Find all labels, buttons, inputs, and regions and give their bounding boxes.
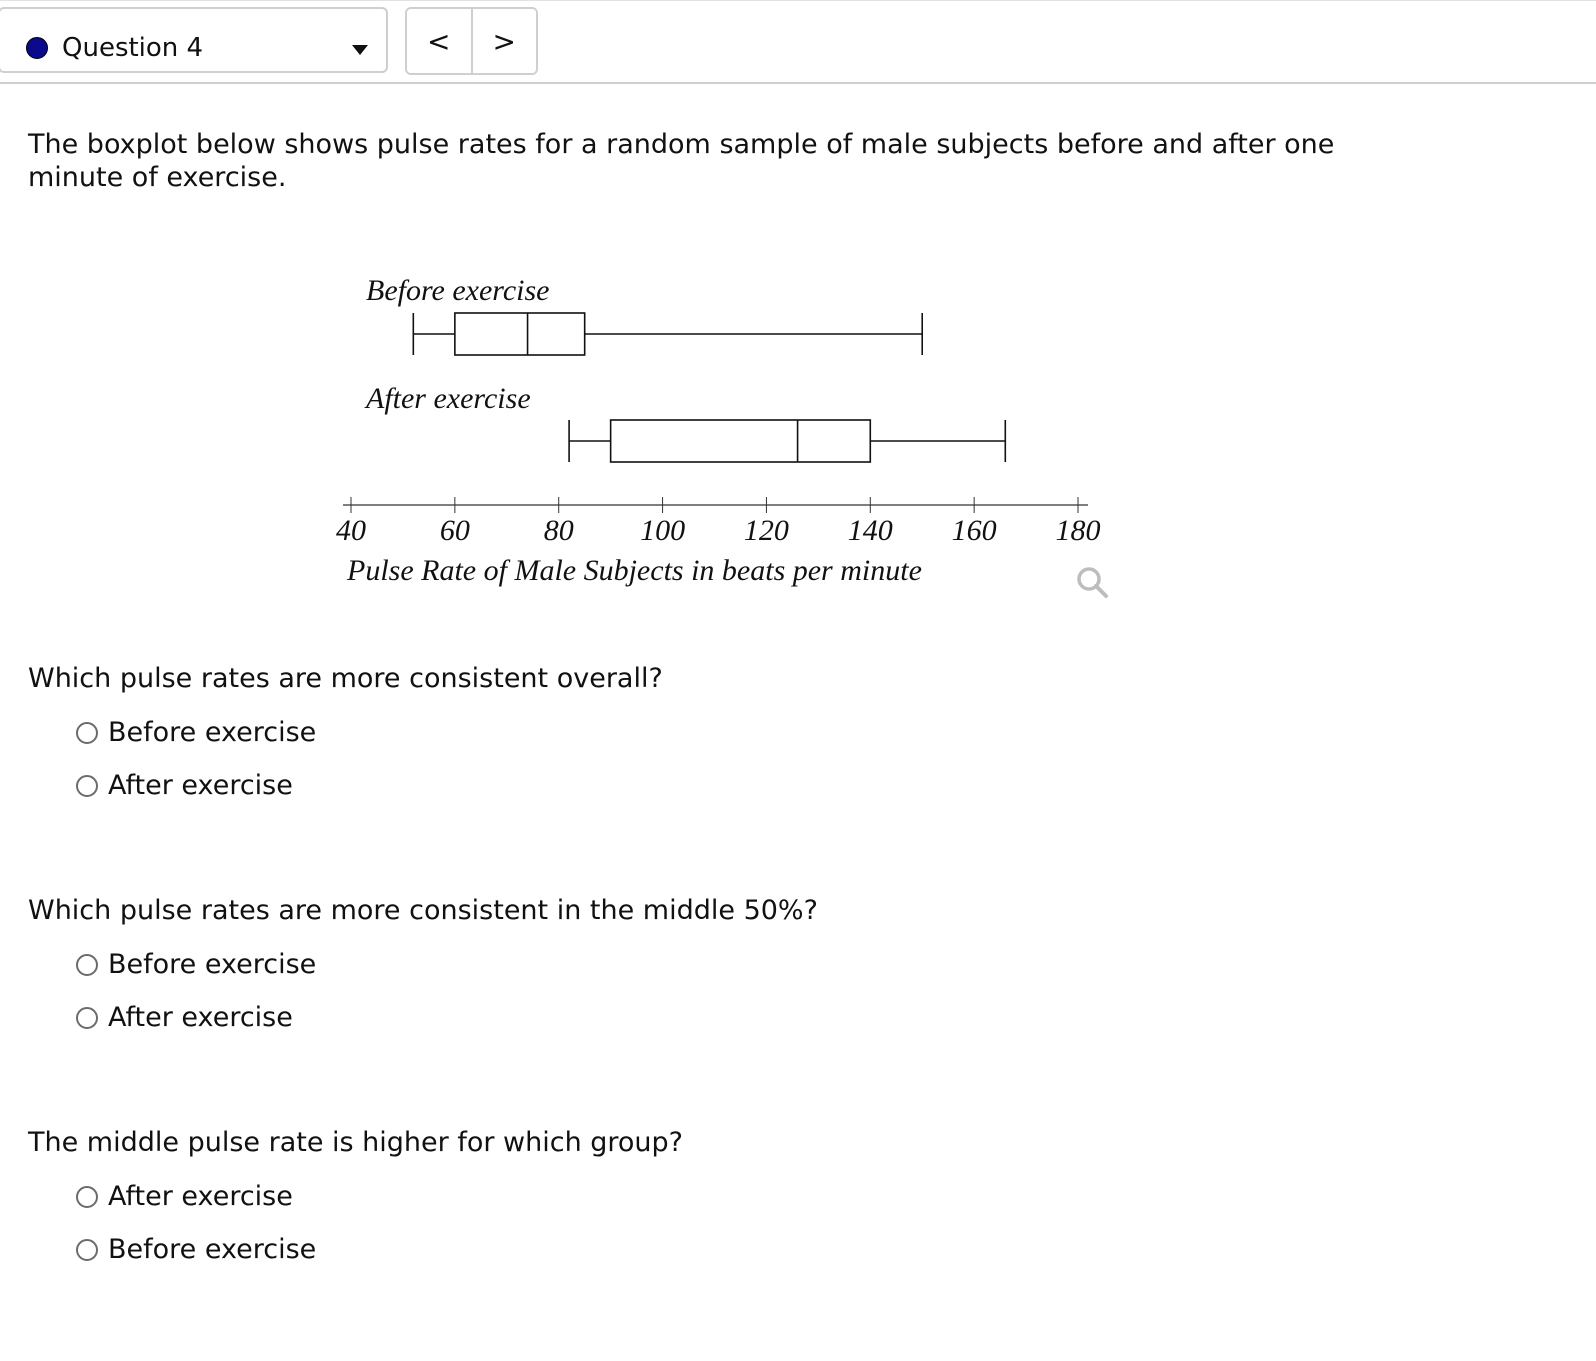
previous-question-button[interactable]: < xyxy=(407,9,471,73)
next-question-button[interactable]: > xyxy=(471,9,537,73)
x-tick-label: 60 xyxy=(439,514,470,547)
x-tick-label: 120 xyxy=(743,514,789,547)
radio-button[interactable] xyxy=(76,1007,98,1029)
series-label: Before exercise xyxy=(366,274,550,307)
series-label: After exercise xyxy=(366,382,531,415)
q3-option-2[interactable] xyxy=(76,1233,316,1267)
x-tick-label: 140 xyxy=(847,514,893,547)
question-nav xyxy=(405,7,538,75)
q2-option-2[interactable] xyxy=(76,1001,293,1035)
question-1-text: Which pulse rates are more consistent overall? xyxy=(28,663,663,694)
x-tick-label: 100 xyxy=(640,514,686,547)
option-label: Before exercise xyxy=(108,1234,317,1265)
x-tick-label: 160 xyxy=(951,514,997,547)
radio-button[interactable] xyxy=(76,1186,98,1208)
option-label: Before exercise xyxy=(108,949,317,980)
q1-option-1[interactable] xyxy=(76,716,316,750)
question-selector[interactable] xyxy=(0,7,388,73)
q1-option-2[interactable] xyxy=(76,769,293,803)
question-intro-text: The boxplot below shows pulse rates for a random sample of male subjects before and after one minute of exercise. xyxy=(28,129,1335,193)
magnifier-icon[interactable] xyxy=(1074,564,1110,600)
status-dot-icon xyxy=(26,37,48,59)
x-tick-label: 40 xyxy=(336,514,366,547)
question-3-text: The middle pulse rate is higher for which group? xyxy=(28,1127,684,1158)
caret-down-icon xyxy=(352,45,368,55)
boxplot-chart xyxy=(320,260,1120,600)
option-label: Before exercise xyxy=(108,717,317,748)
option-label: After exercise xyxy=(108,770,293,801)
question-toolbar xyxy=(0,0,1596,84)
radio-button[interactable] xyxy=(76,1239,98,1261)
q3-option-1[interactable] xyxy=(76,1180,293,1214)
x-axis-title: Pulse Rate of Male Subjects in beats per minute xyxy=(347,554,922,587)
option-label: After exercise xyxy=(108,1002,293,1033)
radio-button[interactable] xyxy=(76,954,98,976)
radio-button[interactable] xyxy=(76,775,98,797)
x-tick-label: 80 xyxy=(543,514,574,547)
x-tick-label: 180 xyxy=(1055,514,1101,547)
question-label: Question 4 xyxy=(62,33,204,63)
radio-button[interactable] xyxy=(76,722,98,744)
q2-option-1[interactable] xyxy=(76,948,316,982)
iqr-box xyxy=(611,420,871,462)
iqr-box xyxy=(455,313,585,355)
question-2-text: Which pulse rates are more consistent in the middle 50%? xyxy=(28,895,818,926)
option-label: After exercise xyxy=(108,1181,293,1212)
